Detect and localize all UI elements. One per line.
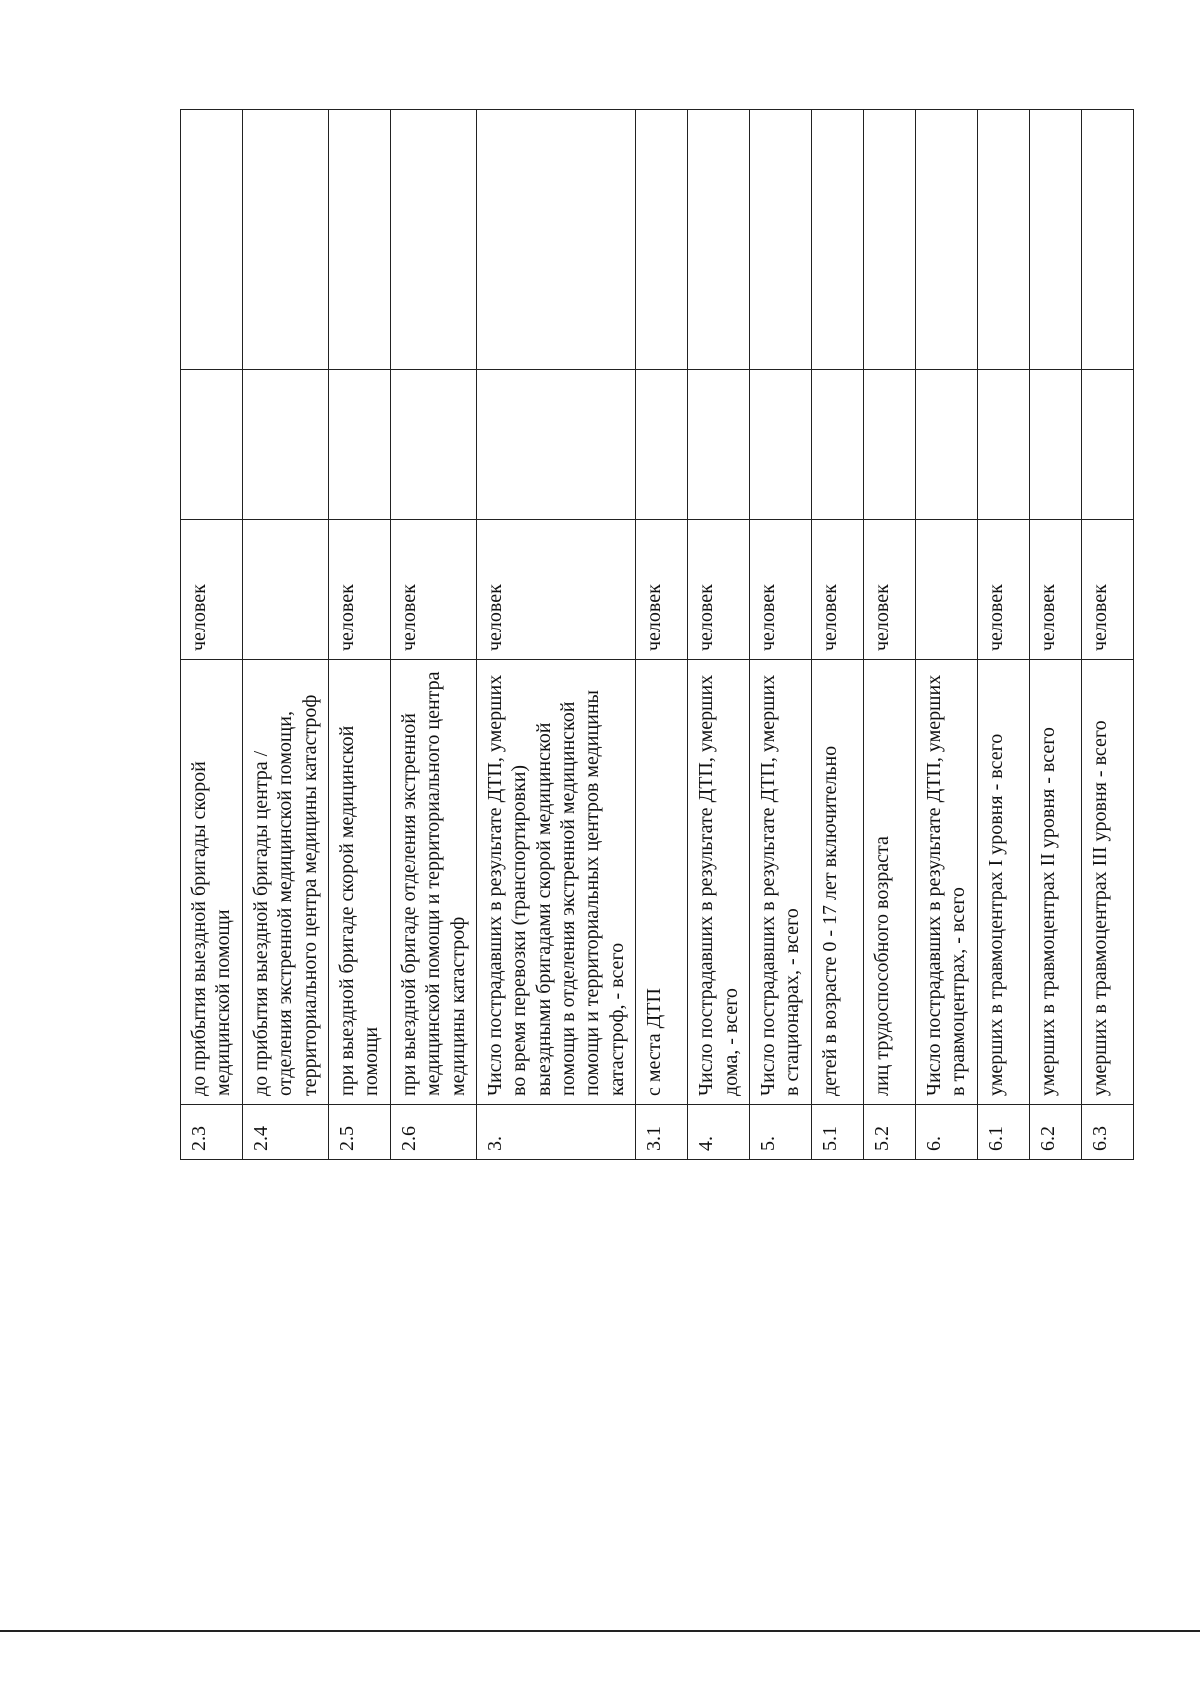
row-number: 4. (688, 1105, 750, 1160)
row-number: 2.4 (242, 1105, 328, 1160)
table-row (242, 110, 328, 1160)
row-name: с места ДТП (636, 660, 688, 1105)
value-cell (328, 110, 390, 370)
value-cell (1029, 110, 1081, 370)
table-row (181, 110, 243, 1160)
value-cell (915, 370, 977, 520)
row-unit: человек (476, 520, 635, 660)
row-name: умерших в травмоцентрах II уровня - всего (1029, 660, 1081, 1105)
table-row (328, 110, 390, 1160)
table-row (390, 110, 476, 1160)
value-cell (863, 370, 915, 520)
row-unit (242, 520, 328, 660)
row-number: 2.3 (181, 1105, 243, 1160)
value-cell (688, 370, 750, 520)
table-row (476, 110, 635, 1160)
value-cell (636, 370, 688, 520)
table-row (1029, 110, 1081, 1160)
value-cell (476, 110, 635, 370)
value-cell (242, 370, 328, 520)
value-cell (636, 110, 688, 370)
row-number: 6.1 (977, 1105, 1029, 1160)
value-cell (390, 370, 476, 520)
row-unit: человек (390, 520, 476, 660)
value-cell (915, 110, 977, 370)
row-number: 5.2 (863, 1105, 915, 1160)
row-name: Число пострадавших в результате ДТП, умерших во время перевозки (транспортировки) выездными бригадами скорой медицинской помощи в отделения экстренной медицинской помощи и территориальных центров медицины катастроф, - всего (476, 660, 635, 1105)
row-number: 5.1 (811, 1105, 863, 1160)
rotated-table-wrapper (180, 110, 1111, 1160)
value-cell (1081, 370, 1133, 520)
row-number: 2.6 (390, 1105, 476, 1160)
value-cell (811, 370, 863, 520)
statistics-table (180, 109, 1134, 1160)
value-cell (863, 110, 915, 370)
row-name: умерших в травмоцентрах III уровня - всего (1081, 660, 1133, 1105)
table-row (811, 110, 863, 1160)
row-unit: человек (863, 520, 915, 660)
row-name: Число пострадавших в результате ДТП, умерших в травмоцентрах, - всего (915, 660, 977, 1105)
row-name: Число пострадавших в результате ДТП, умерших в стационарах, - всего (750, 660, 812, 1105)
row-unit: человек (1029, 520, 1081, 660)
row-unit: человек (688, 520, 750, 660)
row-name: при выездной бригаде отделения экстренной медицинской помощи и территориального центра медицины катастроф (390, 660, 476, 1105)
value-cell (977, 110, 1029, 370)
row-name: Число пострадавших в результате ДТП, умерших дома, - всего (688, 660, 750, 1105)
page-bottom-line (0, 1630, 1200, 1632)
row-unit: человек (750, 520, 812, 660)
row-unit: человек (811, 520, 863, 660)
value-cell (688, 110, 750, 370)
value-cell (1029, 370, 1081, 520)
row-name: умерших в травмоцентрах I уровня - всего (977, 660, 1029, 1105)
table-body (181, 110, 1134, 1160)
value-cell (811, 110, 863, 370)
row-name: до прибытия выездной бригады скорой медицинской помощи (181, 660, 243, 1105)
row-unit: человек (181, 520, 243, 660)
row-number: 3.1 (636, 1105, 688, 1160)
row-number: 6.2 (1029, 1105, 1081, 1160)
row-name: лиц трудоспособного возраста (863, 660, 915, 1105)
value-cell (750, 110, 812, 370)
row-number: 2.5 (328, 1105, 390, 1160)
row-unit (915, 520, 977, 660)
value-cell (476, 370, 635, 520)
value-cell (181, 110, 243, 370)
table-row (636, 110, 688, 1160)
row-unit: человек (328, 520, 390, 660)
row-unit: человек (1081, 520, 1133, 660)
row-number: 6.3 (1081, 1105, 1133, 1160)
value-cell (242, 110, 328, 370)
table-row (1081, 110, 1133, 1160)
row-unit: человек (636, 520, 688, 660)
table-row (977, 110, 1029, 1160)
row-number: 5. (750, 1105, 812, 1160)
table-row (863, 110, 915, 1160)
value-cell (390, 110, 476, 370)
table-row (688, 110, 750, 1160)
row-number: 3. (476, 1105, 635, 1160)
row-number: 6. (915, 1105, 977, 1160)
row-name: до прибытия выездной бригады центра / отделения экстренной медицинской помощи, территориального центра медицины катастроф (242, 660, 328, 1105)
value-cell (181, 370, 243, 520)
table-row (915, 110, 977, 1160)
row-name: детей в возрасте 0 - 17 лет включительно (811, 660, 863, 1105)
row-name: при выездной бригаде скорой медицинской помощи (328, 660, 390, 1105)
value-cell (750, 370, 812, 520)
value-cell (977, 370, 1029, 520)
table-row (750, 110, 812, 1160)
row-unit: человек (977, 520, 1029, 660)
value-cell (328, 370, 390, 520)
value-cell (1081, 110, 1133, 370)
